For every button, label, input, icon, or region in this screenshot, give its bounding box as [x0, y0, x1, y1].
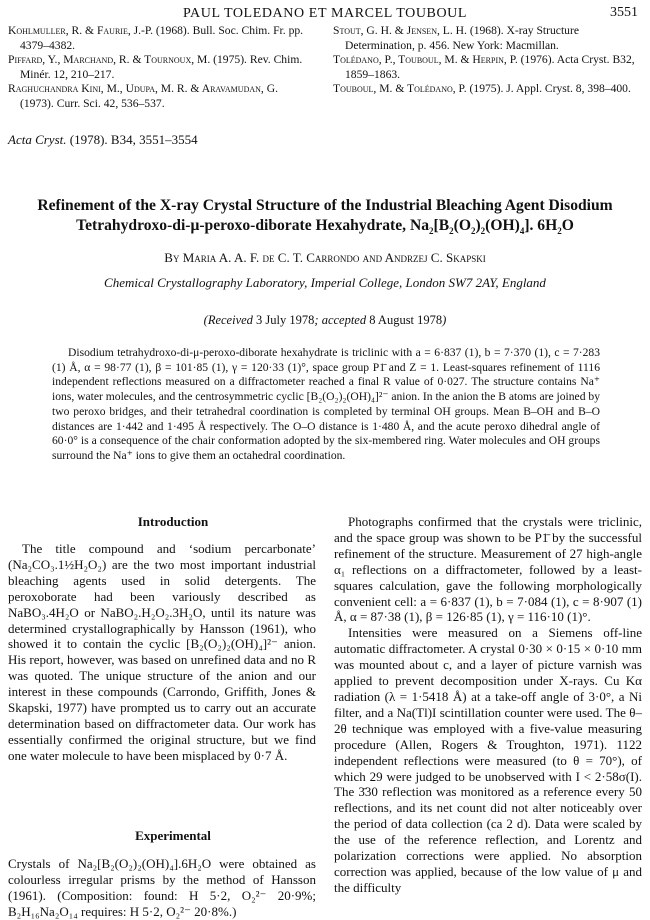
references-left	[8, 24, 313, 111]
reference-item: Tolédano, P., Touboul, M. & Herpin, P. (1976). Acta Cryst. B32, 1859–1863.	[333, 53, 635, 81]
article-title: Refinement of the X-ray Crystal Structure of the Industrial Bleaching Agent Disodium Tetrahydroxo-di-μ-peroxo-diborate Hexahydrate, $Na_2[B_2(O_2)_2(OH)_4]$. $6H_2O$	[37, 197, 613, 237]
received-dates: (Received 3 July 1978; accepted 8 August 1978)	[203, 313, 447, 327]
introduction-body	[8, 541, 316, 764]
article-authors: By Maria A. A. F. de C. T. Carrondo and Andrzej C. Skapski	[164, 250, 486, 265]
abstract	[52, 346, 600, 464]
paragraph: The title compound and ‘sodium percarbonate’ (Na₂CO₃.1½H₂O₂) are the two most important industrial bleaching agents used in solid detergents. The peroxoborate had been variously described as NaBO₃.4H₂O or NaBO₂.H₂O₂.3H₂O, until its nature was determined crystallographically by Hansson (1961), who showed it to contain the cyclic [B₂(O₂)₂(OH)₄]²⁻ anion. His report, however, was based on unrefined data and no R was quoted. The unique structure of the anion and our interest in these compounds (Carrondo, Griffith, Jones & Skapski, 1977) have prompted us to carry out an accurate determination based on diffractometer data. Our work has essentially confirmed the original structure, but we find one water molecule to have been misplaced by 0·7 Å.	[8, 541, 316, 763]
experimental-body	[8, 856, 316, 920]
reference-item: Kohlmuller, R. & Faurie, J.-P. (1968). Bull. Soc. Chim. Fr. pp. 4379–4382.	[8, 24, 304, 52]
section-heading-experimental: Experimental	[135, 828, 211, 843]
paragraph: Photographs confirmed that the crystals were triclinic, and the space group was shown to be P1̄ by the successful refinement of the structure. Measurement of 27 high-angle α₁ reflections on a diffractometer, followed by a least-squares calculation, gave the following morphologically convenient cell: a = 6·837 (1), b = 7·084 (1), c = 8·907 (1) Å, α = 87·38 (1), β = 126·85 (1), γ = 116·10 (1)°.	[334, 514, 642, 625]
right-column-body	[334, 514, 642, 896]
abstract-text: Disodium tetrahydroxo-di-μ-peroxo-diborate hexahydrate is triclinic with a = 6·837 (1), b = 7·370 (1), c = 7·283 (1) Å, α = 98·77 (1), β = 101·85 (1), γ = 120·33 (1)°, space group P1̄ and Z = 1. Least-squares refinement of 1116 independent reflections measured on a diffractometer reached a final R value of 0·027. The structure contains Na⁺ ions, water molecules, and the centrosymmetric cyclic [B₂(O₂)₂(OH)₄]²⁻ anion. In the anion the B atoms are joined by two peroxo bridges, and their tetrahedral coordination is completed by terminal OH groups. Mean B–OH and B–O distances are 1·442 and 1·495 Å respectively. The O–O distance is 1·480 Å, and the acute peroxo dihedral angle of 60·0° is a consequence of the chair conformation adopted by the six-membered ring. Water molecules and OH groups surround the Na⁺ ions to give them an octahedral coordination.	[52, 346, 600, 462]
reference-item: Stout, G. H. & Jensen, L. H. (1968). X-ray Structure Determination, p. 456. New York: Macmillan.	[333, 24, 579, 52]
section-heading-introduction: Introduction	[137, 514, 209, 529]
paragraph: Crystals of Na₂[B₂(O₂)₂(OH)₄].6H₂O were obtained as colourless irregular prisms by the method of Hansson (1961). (Composition: found: H 5·2, O₂²⁻ 20·9%; B₂H₁₆Na₂O₁₄ requires: H 5·2, O₂²⁻ 20·8%.)	[8, 856, 316, 919]
page-number: 3551	[610, 5, 638, 20]
running-title: PAUL TOLEDANO ET MARCEL TOUBOUL	[182, 6, 468, 21]
paragraph: Intensities were measured on a Siemens off-line automatic diffractometer. A crystal 0·30 × 0·15 × 0·10 mm was mounted about c, and a layer of picture varnish was applied to prevent decomposition under X-rays. Cu Kα radiation (λ = 1·5418 Å) at a take-off angle of 3·0°, a Ni filter, and a Na(Tl)I scintillation counter were used. The θ–2θ technique was employed with a five-value measuring procedure (Allen, Rogers & Troughton, 1971). 1122 independent reflections were measured (to θ = 70°), of which 29 were judged to be unobserved with I < 2·58σ(I). The 3̄30 reflection was monitored as a reference every 50 reflections, and its net count did not alter noticeably over the period of data collection (ca 2 d). Data were scaled by the use of the reference reflection, and Lorentz and polarization corrections were applied. No absorption correction was applied, because of the low value of μ and the difficulty	[334, 625, 642, 895]
reference-item: Touboul, M. & Tolédano, P. (1975). J. Appl. Cryst. 8, 398–400.	[333, 82, 631, 95]
journal-citation: Acta Cryst. (1978). B34, 3551–3554	[8, 132, 198, 147]
affiliation: Chemical Crystallography Laboratory, Imperial College, London SW7 2AY, England	[104, 275, 546, 290]
reference-item: Raghuchandra Kini, M., Udupa, M. R. & Aravamudan, G. (1973). Curr. Sci. 42, 536–537.	[8, 82, 278, 110]
reference-item: Piffard, Y., Marchand, R. & Tournoux, M. (1975). Rev. Chim. Minér. 12, 210–217.	[8, 53, 303, 81]
references-right	[333, 24, 638, 97]
